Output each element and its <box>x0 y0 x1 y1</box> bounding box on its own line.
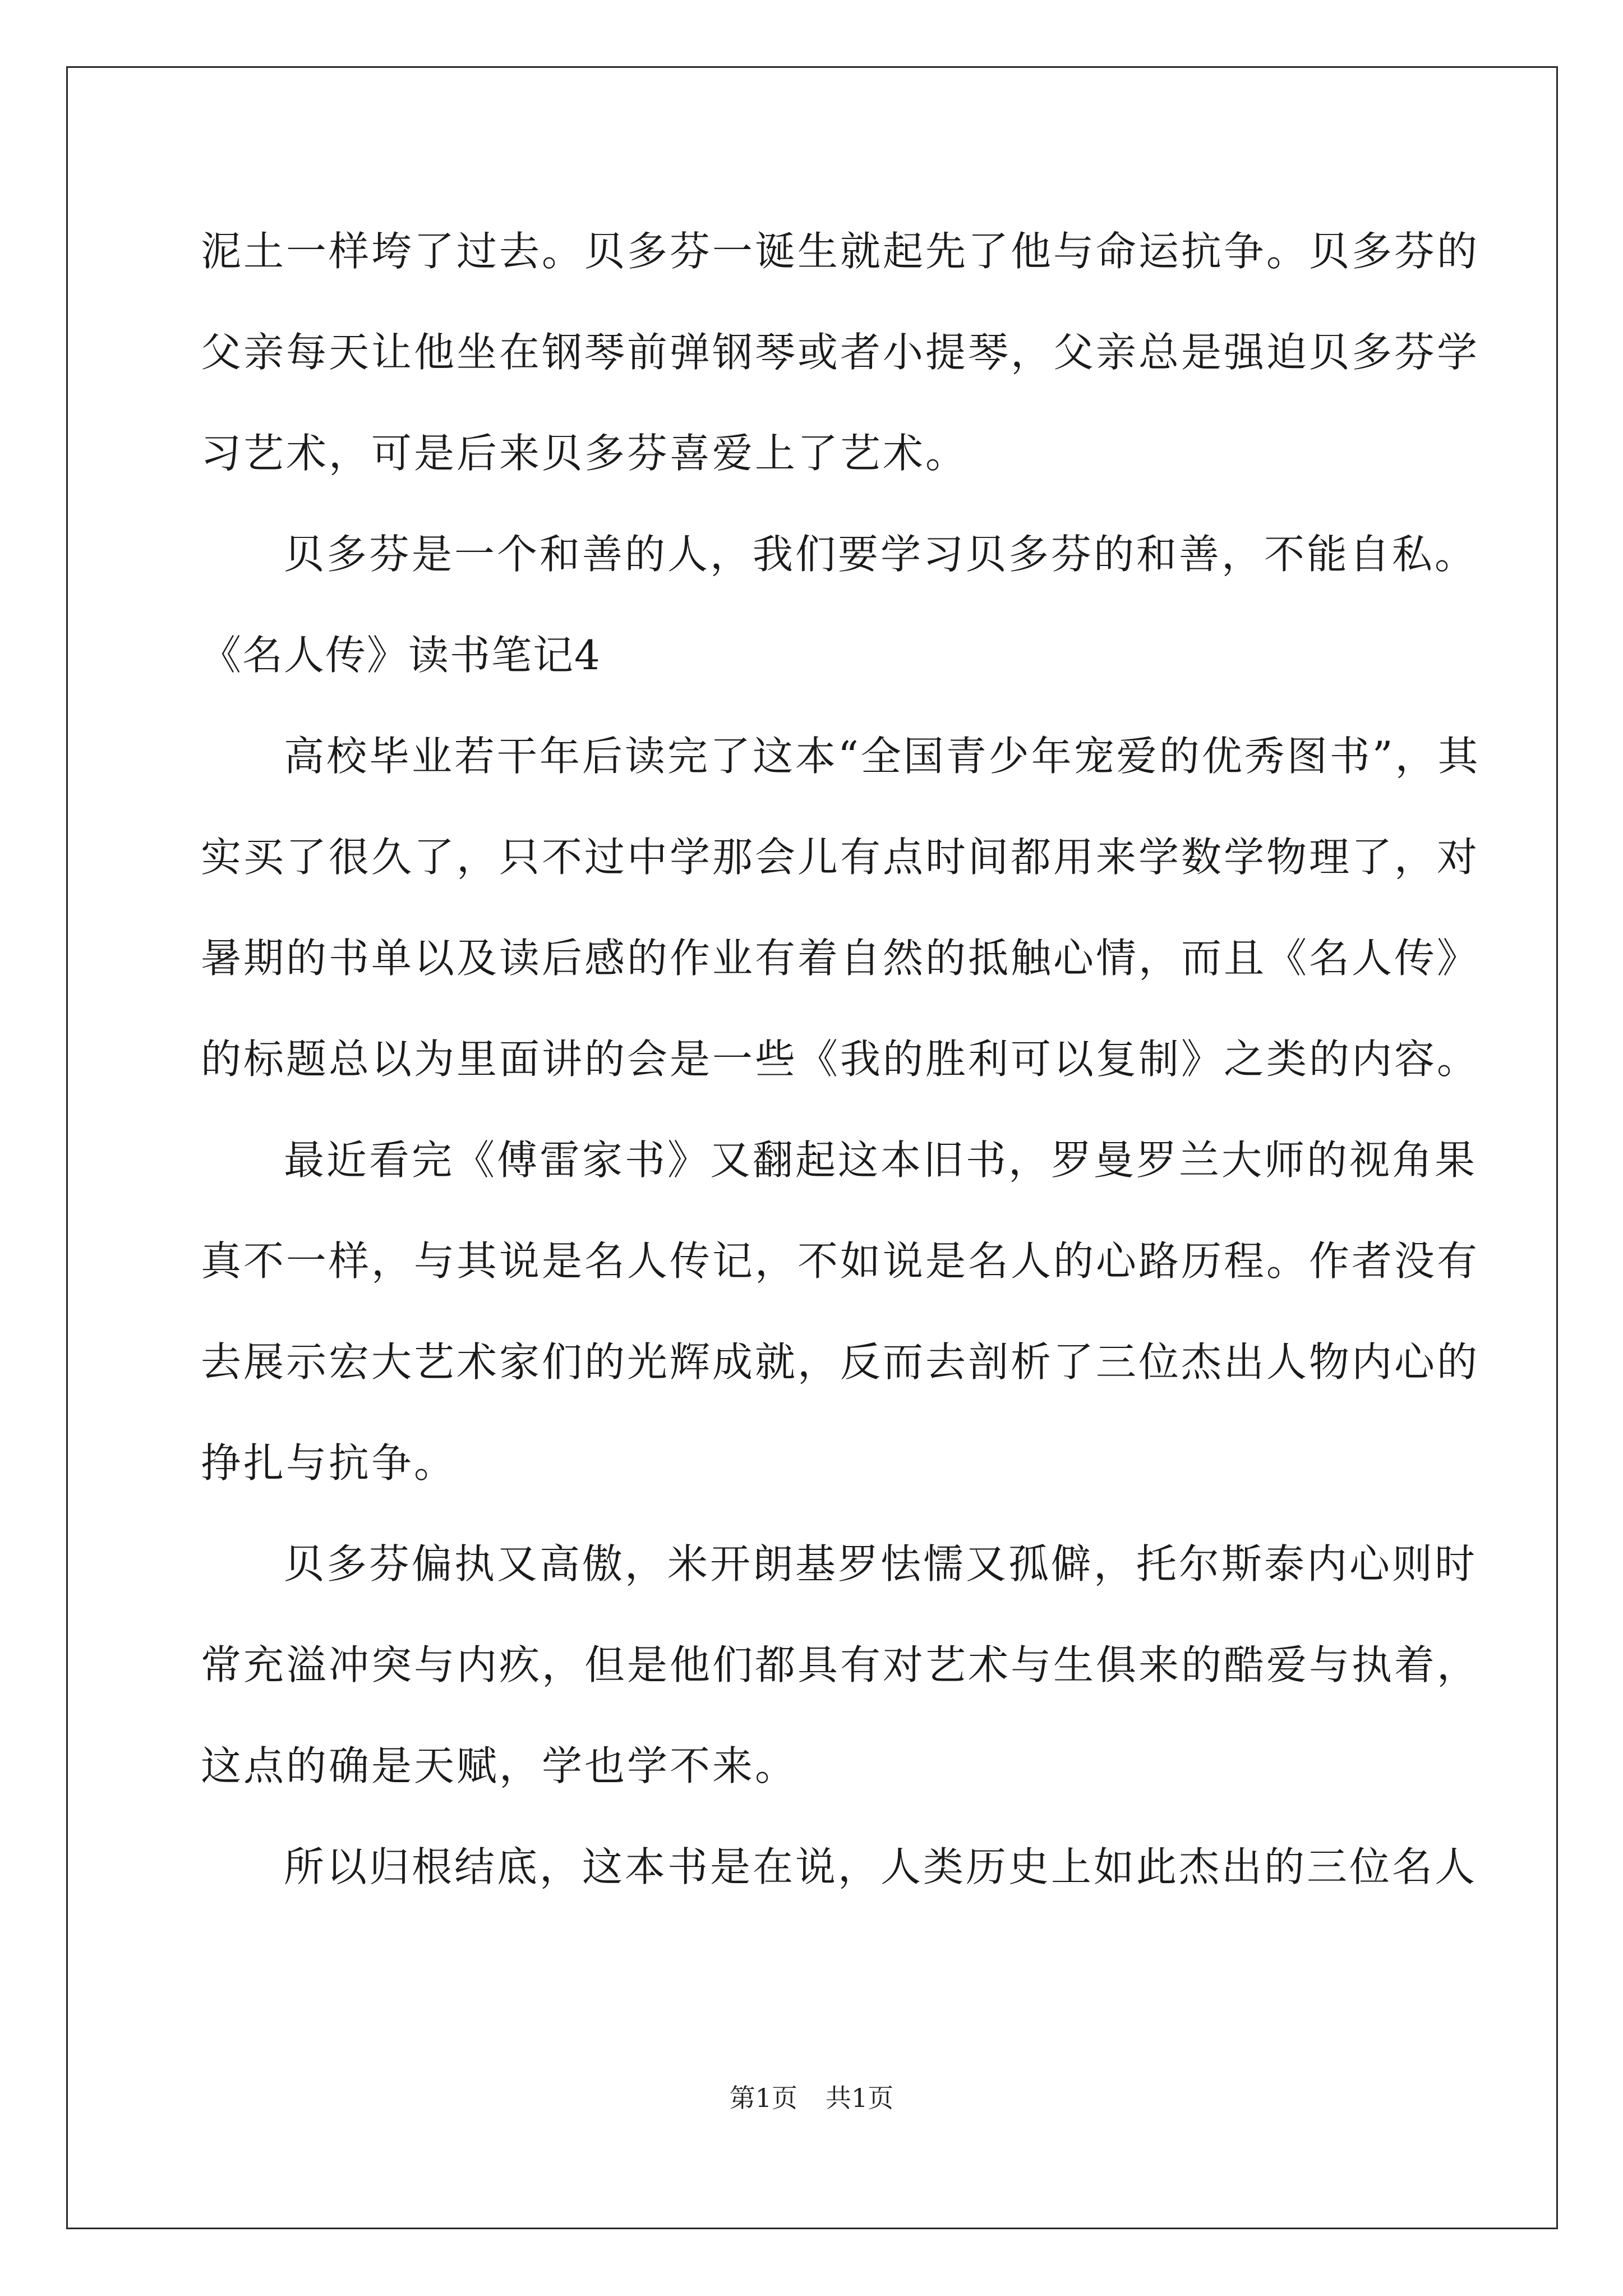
page-footer <box>0 2081 1623 2115</box>
text-line: 泥土一样垮了过去。贝多芬一诞生就起先了他与命运抗争。贝多芬的 <box>201 228 1480 275</box>
text-line: 真不一样，与其说是名人传记，不如说是名人的心路历程。作者没有 <box>201 1237 1480 1285</box>
text-line: 父亲每天让他坐在钢琴前弹钢琴或者小提琴，父亲总是强迫贝多芬学 <box>201 329 1480 376</box>
paragraph-first-line: 高校毕业若干年后读完了这本“全国青少年宠爱的优秀图书”，其 <box>284 733 1481 780</box>
text-line: 挣扎与抗争。 <box>201 1439 457 1487</box>
paragraph-first-line: 贝多芬偏执又高傲，米开朗基罗怯懦又孤僻，托尔斯泰内心则时 <box>284 1540 1478 1588</box>
paragraph-first-line: 所以归根结底，这本书是在说，人类历史上如此杰出的三位名人 <box>284 1843 1478 1890</box>
text-line: 的标题总以为里面讲的会是一些《我的胜利可以复制》之类的内容。 <box>201 1036 1480 1083</box>
section-title: 《名人传》读书笔记4 <box>201 632 601 679</box>
page-total: 共1页 <box>826 2083 894 2113</box>
text-line: 常充溢冲突与内疚，但是他们都具有对艺术与生俱来的酷爱与执着， <box>201 1641 1480 1688</box>
page-number: 第1页 <box>729 2083 797 2113</box>
text-line: 暑期的书单以及读后感的作业有着自然的抵触心情，而且《名人传》 <box>201 935 1480 982</box>
text-line: 实买了很久了，只不过中学那会儿有点时间都用来学数学物理了，对 <box>201 834 1480 881</box>
paragraph-first-line: 贝多芬是一个和善的人，我们要学习贝多芬的和善，不能自私。 <box>284 531 1478 578</box>
text-line: 这点的确是天赋，学也学不来。 <box>201 1742 798 1789</box>
paragraph-first-line: 最近看完《傅雷家书》又翻起这本旧书，罗曼罗兰大师的视角果 <box>284 1137 1478 1184</box>
text-line: 习艺术，可是后来贝多芬喜爱上了艺术。 <box>201 430 969 477</box>
text-line: 去展示宏大艺术家们的光辉成就，反而去剖析了三位杰出人物内心的 <box>201 1338 1480 1386</box>
